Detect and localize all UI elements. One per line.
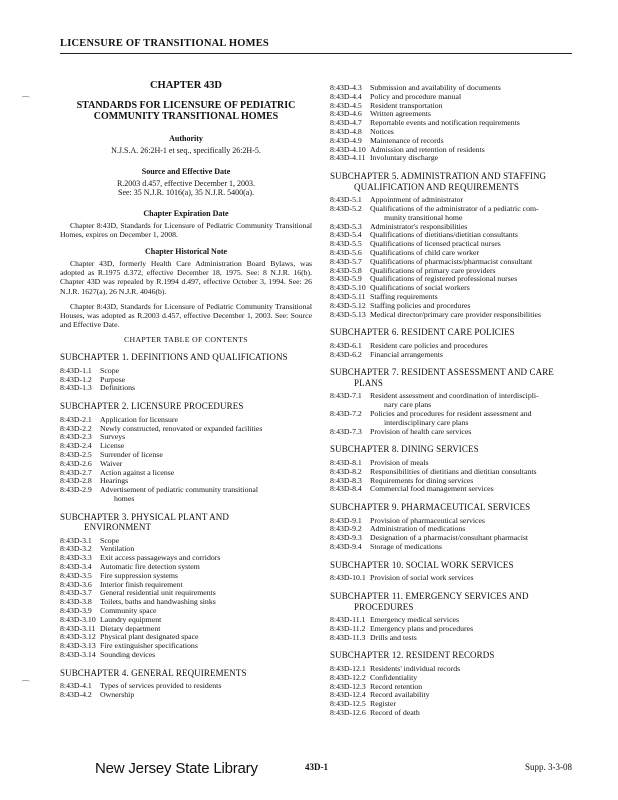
toc-entry [330,674,582,683]
toc-entry [60,433,312,442]
toc-entry [330,284,582,293]
section-title-text: Qualifications of the administrator of a pediatric com- [370,203,539,213]
section-title [370,205,582,223]
section-number: 8:43D-6.2 [330,349,362,359]
subchapter-title-continued: PLANS [354,377,384,388]
section-title-text: Physical plant designated space [100,632,199,642]
source-heading: Source and Effective Date [141,166,231,176]
subchapter-block [60,352,312,393]
toc-entry [60,691,312,700]
subchapter-title-text: SUBCHAPTER 1. DEFINITIONS AND QUALIFICATIONS [60,352,288,363]
section-title-text: Purpose [100,374,126,384]
section-title-text: Appointment of administrator [370,195,464,205]
section-number: 8:43D-2.9 [60,485,92,495]
page-number: 43D-1 [305,762,328,772]
section-title-text: Laundry equipment [100,614,162,624]
section-number: 8:43D-3.8 [60,597,92,607]
section-title [100,384,312,393]
section-title-text: Community space [100,606,157,616]
section-title-text: Action against a license [100,467,175,477]
section-title-text: Exit access passageways and corridors [100,553,221,563]
section-title-text: License [100,441,125,451]
section-title-text: Financial arrangements [370,349,443,359]
section-title-text: Toilets, baths and handwashing sinks [100,597,216,607]
subchapter-title-continued: PROCEDURES [354,601,414,612]
subchapter-title-text: SUBCHAPTER 10. SOCIAL WORK SERVICES [330,559,514,570]
subchapter-block [330,591,582,642]
section-title-text: Qualifications of primary care providers [370,265,496,275]
left-subchapter-list [60,352,312,700]
section-title-continued: nary care plans [384,400,432,410]
section-number: 8:43D-7.2 [330,409,362,419]
subchapter-title [330,502,582,513]
section-number: 8:43D-3.7 [60,588,92,598]
section-title-text: Confidentiality [370,672,418,682]
section-title-continued: interdisciplinary care plans [384,417,469,427]
section-number: 8:43D-3.5 [60,570,92,580]
section-title-text: Provision of social work services [370,573,474,583]
section-title-continued: munity transitional home [384,212,463,222]
section-title-text: Resident assessment and coordination of interdiscipli- [370,391,539,401]
section-number: 8:43D-2.8 [60,476,92,486]
right-column [330,84,582,726]
section-title [370,311,582,320]
section-number: 8:43D-5.10 [330,283,366,293]
section-title-text: Residents' individual records [370,663,461,673]
toc-entry [60,367,312,376]
section-title [370,410,582,428]
toc-entry [60,563,312,572]
subchapter-block [330,327,582,359]
subchapter-title-text: SUBCHAPTER 5. ADMINISTRATION AND STAFFING [330,171,547,182]
section-title-text: Application for licensure [100,414,178,424]
section-title-text: Interior finish requirement [100,579,183,589]
section-title [100,486,312,504]
toc-entry [60,460,312,469]
section-title-text: Provision of health care services [370,426,472,436]
toc-entry [330,146,582,155]
section-number: 8:43D-3.12 [60,632,96,642]
section-title-text: Designation of a pharmacist/consultant pharmacist [370,533,529,543]
section-number: 8:43D-1.1 [60,365,92,375]
section-title-text: Administrator's responsibilities [370,221,468,231]
toc-entry [60,469,312,478]
subchapter-block [60,401,312,503]
section-number: 8:43D-12.5 [330,699,366,709]
section-title-text: Submission and availability of documents [370,83,501,92]
subchapter-title [60,401,312,412]
section-number: 8:43D-4.4 [330,91,362,101]
section-title-text: Written agreements [370,109,431,119]
subchapter-title-text: SUBCHAPTER 7. RESIDENT ASSESSMENT AND CARE [330,367,554,378]
section-title-text: Fire suppression systems [100,570,178,580]
toc-entry [330,128,582,137]
subchapter-title [60,352,312,363]
section-title-text: Maintenance of records [370,135,444,145]
expiration-text: Chapter 8:43D, Standards for Licensure of Pediatric Community Transitional Homes, expires on December 1, 2008. [60,220,312,239]
section-number: 8:43D-5.3 [330,221,362,231]
section-title-text: Scope [100,535,120,545]
toc-entry [60,616,312,625]
source-line1: R.2003 d.457, effective December 1, 2003. [116,178,256,188]
section-title-text: Emergency plans and procedures [370,623,474,633]
section-title [370,691,582,700]
section-number: 8:43D-5.11 [330,291,366,301]
section-number: 8:43D-2.1 [60,414,92,424]
section-number: 8:43D-3.1 [60,535,92,545]
section-number: 8:43D-11.3 [330,632,366,642]
section-number: 8:43D-4.9 [330,135,362,145]
section-number: 8:43D-2.2 [60,423,92,433]
toc-entry [330,634,582,643]
section-title-text: Record availability [370,690,430,700]
section-title-text: Staffing requirements [370,291,438,301]
toc-entry [330,625,582,634]
section-title-text: Admission and retention of residents [370,144,485,154]
toc-entry [60,682,312,691]
section-number: 8:43D-1.3 [60,383,92,393]
section-number: 8:43D-4.8 [330,126,362,136]
section-number: 8:43D-3.13 [60,641,96,651]
toc-entry [330,534,582,543]
section-title [370,392,582,410]
supplement-date: Supp. 3-3-08 [525,762,572,772]
authority-heading: Authority [169,134,203,143]
section-title-text: Record retention [370,681,423,691]
section-number: 8:43D-8.4 [330,484,362,494]
section-title-text: Responsibilities of dietitians and dietitian consultants [370,466,537,476]
subchapter-title [330,171,582,192]
section-number: 8:43D-2.7 [60,467,92,477]
section-number: 8:43D-5.9 [330,274,362,284]
toc-entry [330,665,582,674]
toc-entry [330,93,582,102]
section-title-text: Involuntary discharge [370,153,439,163]
section-title-text: Surrender of license [100,449,163,459]
subchapter-title-text: SUBCHAPTER 11. EMERGENCY SERVICES AND [330,591,529,602]
section-number: 8:43D-4.3 [330,83,362,92]
subchapter-block [60,668,312,700]
library-stamp: New Jersey State Library [95,760,258,777]
section-number: 8:43D-3.3 [60,553,92,563]
subchapter-title-text: SUBCHAPTER 9. PHARMACEUTICAL SERVICES [330,502,531,513]
section-number: 8:43D-9.1 [330,515,362,525]
chapter-title-line2: COMMUNITY TRANSITIONAL HOMES [93,111,279,122]
section-title [370,634,582,643]
toc-entry [330,392,582,410]
chapter-title-line1: STANDARDS FOR LICENSURE OF PEDIATRIC [76,100,296,111]
section-number: 8:43D-4.1 [60,681,92,691]
section-number: 8:43D-6.1 [330,340,362,350]
section-title-text: Types of services provided to residents [100,681,222,691]
section-title-text: Sounding devices [100,650,156,660]
section-title-text: Scope [100,365,120,375]
toc-entry [330,691,582,700]
section-title [370,351,582,360]
section-title-text: Medical director/primary care provider responsibilities [370,309,542,319]
subchapter-title [60,512,312,533]
toc-entry [60,537,312,546]
toc-entry [60,572,312,581]
right-subchapter-list [330,171,582,718]
subchapter-4-continued [330,84,582,163]
section-title [100,469,312,478]
toc-entry [330,154,582,163]
running-head: LICENSURE OF TRANSITIONAL HOMES [60,38,269,49]
section-number: 8:43D-8.3 [330,475,362,485]
section-title-text: Storage of medications [370,541,442,551]
section-title [370,154,582,163]
section-title [370,574,582,583]
section-title [370,428,582,437]
section-title-text: Qualifications of registered professional nurses [370,274,518,284]
section-title-text: Staffing policies and procedures [370,300,471,310]
subchapter-title [330,650,582,661]
section-title-text: Surveys [100,432,126,442]
section-title [100,691,312,700]
authority-text: N.J.S.A. 26:2H-1 et seq., specifically 26:2H-5. [111,146,261,155]
section-title-text: Qualifications of dietitians/dietitian consultants [370,230,518,240]
section-number: 8:43D-3.4 [60,562,92,572]
toc-entry [330,102,582,111]
toc-entry [60,598,312,607]
section-title-text: Record of death [370,707,420,717]
section-title-text: Provision of pharmaceutical services [370,515,485,525]
section-title-text: Fire extinguisher specifications [100,641,198,651]
section-number: 8:43D-3.10 [60,614,96,624]
section-number: 8:43D-8.1 [330,457,362,467]
section-number: 8:43D-9.2 [330,524,362,534]
subchapter-title [330,367,582,388]
toc-entry [330,410,582,428]
section-title-text: Policy and procedure manual [370,91,462,101]
section-number: 8:43D-5.8 [330,265,362,275]
section-title-text: Hearings [100,476,129,486]
section-title-text: Qualifications of child care worker [370,247,480,257]
section-title-text: Dietary department [100,623,161,633]
section-number: 8:43D-4.11 [330,153,366,163]
section-number: 8:43D-8.2 [330,466,362,476]
section-number: 8:43D-4.6 [330,109,362,119]
section-number: 8:43D-2.5 [60,449,92,459]
section-title [370,709,582,718]
section-number: 8:43D-2.3 [60,432,92,442]
section-title-continued: homes [114,493,135,503]
subchapter-title [330,591,582,612]
subchapter-title-continued: ENVIRONMENT [84,522,152,533]
chapter-number: CHAPTER 43D [149,80,223,91]
subchapter-block [330,367,582,436]
section-title-text: Policies and procedures for resident assessment and [370,409,532,419]
subchapter-title-text: SUBCHAPTER 8. DINING SERVICES [330,444,479,455]
section-number: 8:43D-11.2 [330,623,366,633]
section-number: 8:43D-3.14 [60,650,96,660]
historical-note-p1: Chapter 43D, formerly Health Care Administration Board Bylaws, was adopted as R.1975 d.372, effective December 18, 1975. See: 8 N.J.R. 16(b). Chapter 43D was repealed by R.1994 d.497, effective October 3, 1994. See: 26 N.J.R. 1627(a), 26 N.J.R. 4046(b). [60,258,312,296]
section-number: 8:43D-12.6 [330,707,366,717]
subchapter-block [330,650,582,717]
section-number: 8:43D-3.11 [60,623,96,633]
section-number: 8:43D-3.9 [60,606,92,616]
subchapter-block [330,560,582,583]
subchapter-title [60,668,312,679]
subchapter-block [330,444,582,494]
toc-title: CHAPTER TABLE OF CONTENTS [124,335,248,345]
section-title-text: Provision of meals [370,457,429,467]
section-title-text: Qualifications of pharmacists/pharmacist consultant [370,256,533,266]
section-title-text: Administration of medications [370,524,466,534]
chapter-title [60,100,312,122]
subchapter-block [60,512,312,660]
section-number: 8:43D-5.1 [330,195,362,205]
toc-entry [330,119,582,128]
section-title-text: Ownership [100,690,135,700]
section-number: 8:43D-1.2 [60,374,92,384]
section-title-text: Resident transportation [370,100,443,110]
section-title-text: Advertisement of pediatric community transitional [100,485,259,495]
subchapter-title-text: SUBCHAPTER 6. RESIDENT CARE POLICIES [330,327,515,338]
section-number: 8:43D-5.4 [330,230,362,240]
section-title [100,367,312,376]
section-title-text: Requirements for dining services [370,475,474,485]
section-number: 8:43D-9.4 [330,541,362,551]
section-number: 8:43D-5.2 [330,203,362,213]
toc-entry [60,486,312,504]
section-title-text: Emergency medical services [370,615,460,625]
section-number: 8:43D-4.7 [330,118,362,128]
toc-entry [330,709,582,718]
section-number: 8:43D-7.1 [330,391,362,401]
section-number: 8:43D-12.1 [330,663,366,673]
toc-entry [60,651,312,660]
section-number: 8:43D-5.7 [330,256,362,266]
section-title [100,451,312,460]
section-title-text: Register [370,699,396,709]
subchapter-block [330,171,582,319]
subchapter-title-continued: QUALIFICATION AND REQUIREMENTS [354,181,519,192]
section-title [370,119,582,128]
section-number: 8:43D-4.5 [330,100,362,110]
section-title-text: Drills and tests [370,632,417,642]
section-title [370,485,582,494]
section-number: 8:43D-5.5 [330,239,362,249]
subchapter-title [330,327,582,338]
left-column [60,80,312,708]
subchapter-title [330,560,582,571]
section-number: 8:43D-12.3 [330,681,366,691]
toc-entry [330,683,582,692]
section-number: 8:43D-9.3 [330,533,362,543]
toc-entry [330,342,582,351]
subchapter-block [330,502,582,552]
section-title-text: Definitions [100,383,136,393]
toc-entry [330,543,582,552]
section-title [370,543,582,552]
historical-note-heading: Chapter Historical Note [144,246,228,256]
subchapter-title-text: SUBCHAPTER 12. RESIDENT RECORDS [330,650,495,661]
section-title-text: Newly constructed, renovated or expanded facilities [100,423,263,433]
subchapter-title-text: SUBCHAPTER 2. LICENSURE PROCEDURES [60,401,244,412]
section-number: 8:43D-3.6 [60,579,92,589]
toc-entry [330,428,582,437]
section-number: 8:43D-5.6 [330,247,362,257]
toc-entry [330,485,582,494]
toc-entry [60,607,312,616]
section-number: 8:43D-5.12 [330,300,366,310]
toc-entry [60,376,312,385]
section-title-text: Automatic fire detection system [100,562,200,572]
section-title-text: Commercial food management services [370,484,494,494]
margin-mark: ⁀ [22,680,30,690]
section-title-text: Notices [370,126,394,136]
source-line2: See: 35 N.J.R. 1016(a), 35 N.J.R. 5400(a). [118,188,254,197]
subchapter-title [330,444,582,455]
section-title-text: Qualifications of licensed practical nurses [370,239,501,249]
section-number: 8:43D-12.2 [330,672,366,682]
subchapter-title-text: SUBCHAPTER 3. PHYSICAL PLANT AND [60,511,229,522]
section-title [100,425,312,434]
toc-entry [60,425,312,434]
section-number: 8:43D-5.13 [330,309,366,319]
section-title-text: Resident care policies and procedures [370,340,488,350]
section-title-text: Waiver [100,458,123,468]
toc-entry [60,384,312,393]
header-rule [60,53,572,54]
toc-entry [330,311,582,320]
expiration-heading: Chapter Expiration Date [143,208,229,218]
section-title-text: General residential unit requirements [100,588,216,598]
section-number: 8:43D-4.2 [60,690,92,700]
section-number: 8:43D-4.10 [330,144,366,154]
section-title [100,433,312,442]
section-number: 8:43D-2.6 [60,458,92,468]
section-title-text: Qualifications of social workers [370,283,470,293]
section-number: 8:43D-10.1 [330,573,366,583]
historical-note-p2: Chapter 8:43D, Standards for Licensure of Pediatric Community Transitional Houses, was adopted as R.2003 d.457, effective December 1, 2003. See: Source and Effective Date. [60,301,312,330]
toc-entry [330,700,582,709]
toc-entry [60,642,312,651]
subchapter-title-text: SUBCHAPTER 4. GENERAL REQUIREMENTS [60,667,247,678]
section-title-text: Ventilation [100,544,135,554]
section-number: 8:43D-12.4 [330,690,366,700]
source-text [60,179,312,198]
toc-entry [60,442,312,451]
margin-mark: ⁀ [22,96,30,106]
toc-entry [330,351,582,360]
toc-entry [330,205,582,223]
toc-entry [330,574,582,583]
section-number: 8:43D-2.4 [60,441,92,451]
section-number: 8:43D-7.3 [330,426,362,436]
section-number: 8:43D-3.2 [60,544,92,554]
section-title [100,651,312,660]
section-number: 8:43D-11.1 [330,615,366,625]
section-title-text: Reportable events and notification requirements [370,118,520,128]
toc-entry [60,451,312,460]
